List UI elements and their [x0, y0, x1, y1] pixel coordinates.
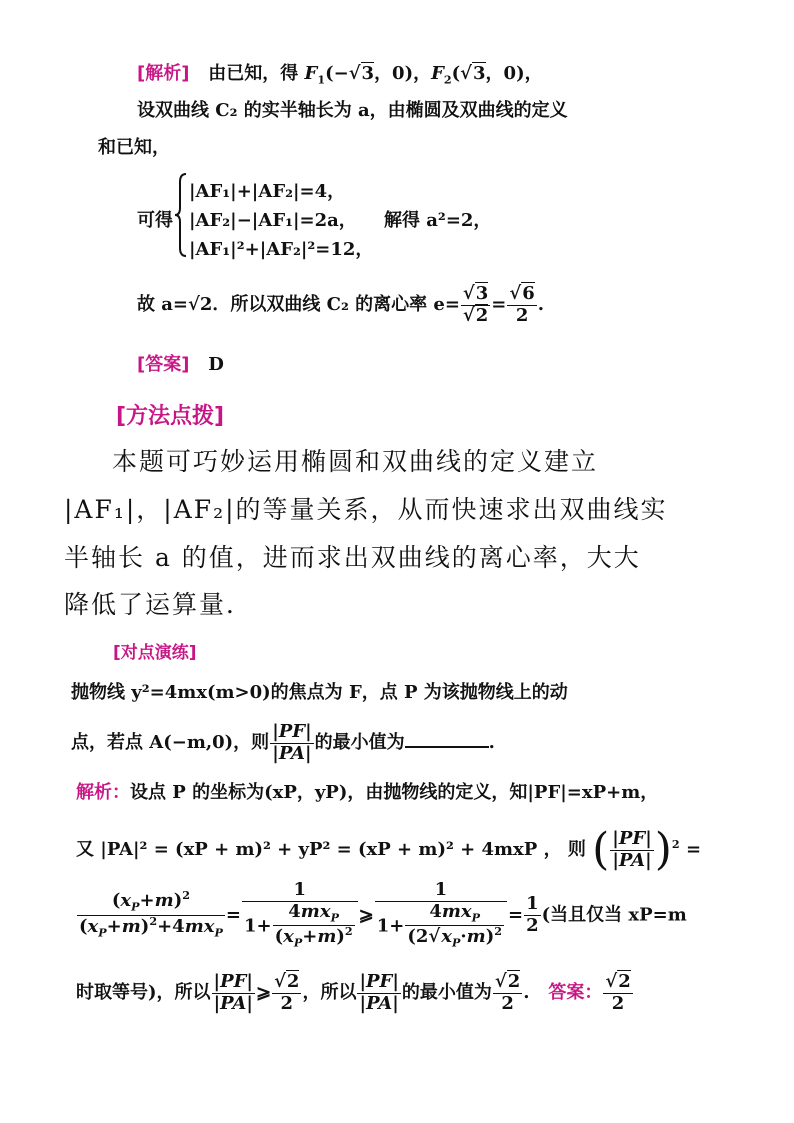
practice-solution-text-4c: 的最小值为: [401, 982, 492, 1004]
practice-analysis-tag: 解析：: [76, 782, 130, 803]
solution-line-2: 设双曲线 C₂ 的实半轴长为 a，由椭圆及双曲线的定义: [137, 100, 568, 121]
practice-solution-text-1: 设点 P 的坐标为(xP，yP)，由抛物线的定义，知|PF|=xP+m，: [130, 782, 659, 803]
practice-solution-text-4a: 时取等号)，所以: [76, 982, 211, 1004]
answer-tag: [答案]: [137, 354, 190, 375]
fraction-one-half: $\frac{1}{2}$: [526, 893, 539, 936]
practice-solution-text-4b: ，所以: [302, 982, 357, 1004]
fraction-pf-pa: $\frac{|PF|}{|PA|}$: [272, 721, 312, 764]
analysis-tag: [解析]: [137, 63, 190, 84]
solution-line-3: 和已知，: [98, 137, 170, 158]
solution-text: 由已知，得: [208, 63, 299, 84]
solution-line-1: [137, 59, 543, 87]
practice-solution-line-4: 时取等号)，所以 $\frac{|PF|}{|PA|}$ ⩾ $\frac{√2}{2}$ ，所以 $\frac{|PF|}{|PA|}$ 的最小值为 $\frac{√2}{2}$ . 答案： $\frac{√2}{2}$: [76, 971, 631, 1014]
method-line-3: 半轴长 a 的值，进而求出双曲线的离心率，大大: [64, 543, 641, 572]
practice-solution-text-3: (当且仅当 xP=m: [541, 904, 687, 926]
answer-blank: [405, 730, 489, 748]
fraction-pf-pa-squared: $\frac{|PF|}{|PA|}$: [612, 827, 652, 871]
practice-solution-line-2: 又 |PA|² = (xP + m)² + yP² = (xP + m)² + 4mxP ， 则 ( $\frac{|PF|}{|PA|}$ )$^2$ =: [76, 824, 702, 875]
jiede-result: 解得 a²=2，: [384, 210, 492, 231]
practice-answer-value: $\frac{√2}{2}$: [605, 971, 631, 1014]
kede-label: 可得: [137, 210, 173, 231]
fraction-main: $\frac{(x_P+m)^2}{(x_P+m)^2+4mx_P}$: [79, 889, 223, 940]
fraction-simplified: 1 1+ $\frac{4mx_P}{(x_P+m)^2}$: [242, 880, 358, 951]
equation-1: |AF₁|+|AF₂|=4，: [189, 181, 346, 202]
practice-solution-text-2: 又 |PA|² = (xP + m)² + yP² = (xP + m)² + 4mxP ， 则: [76, 839, 586, 860]
equation-3: |AF₁|²+|AF₂|²=12，: [189, 239, 374, 260]
eccentricity-text: 故 a=√2．所以双曲线 C₂ 的离心率 e=: [137, 294, 460, 316]
method-line-4: 降低了运算量．: [64, 590, 254, 619]
practice-solution-line-1: [76, 778, 658, 804]
question-text-a: 点，若点 A(−m,0)，则: [71, 732, 270, 754]
question-line-2: 点，若点 A(−m,0)，则 $\frac{|PF|}{|PA|}$ 的最小值为 .: [71, 721, 495, 764]
method-tag: [方法点拨]: [116, 404, 225, 429]
system-brace: [174, 172, 188, 258]
answer-line: [137, 350, 224, 376]
question-text-b: 的最小值为: [314, 732, 405, 754]
question-line-1: 抛物线 y²=4mx(m>0)的焦点为 F，点 P 为该抛物线上的动: [71, 682, 568, 703]
practice-answer-tag: 答案：: [548, 982, 603, 1004]
method-line-1: 本题可巧妙运用椭圆和双曲线的定义建立: [112, 447, 599, 476]
equation-2: |AF₂|−|AF₁|=2a，: [189, 210, 357, 231]
focus-f1: $F_1(-√3$，0)，: [304, 63, 432, 87]
practice-tag: [对点演练]: [113, 643, 197, 663]
fraction-inequality: 1 1+ $\frac{4mx_P}{(2√x_P\cdot m)^2}$: [375, 880, 507, 951]
answer-value: D: [208, 354, 224, 375]
solution-line-5: 故 a=√2．所以双曲线 C₂ 的离心率 e= $\frac{√3}{√2}$ = $\frac{√6}{2}$ .: [137, 283, 545, 326]
fraction-sqrt6-2: $\frac{√6}{2}$: [509, 283, 535, 326]
practice-solution-line-3: $\frac{(x_P+m)^2}{(x_P+m)^2+4mx_P}$ = 1 1+ $\frac{4mx_P}{(x_P+m)^2}$ ⩾ 1 1+ $\frac{4mx_P}{(2√x_P\cdot m)^2}$ = $\frac{1}{2}$ (当且仅当 xP=m: [79, 879, 687, 950]
focus-f2: $F_2(√3$，0)，: [431, 63, 543, 87]
fraction-sqrt3-sqrt2: $\frac{√3}{√2}$: [462, 283, 489, 326]
method-line-2: |AF₁|，|AF₂|的等量关系，从而快速求出双曲线实: [64, 495, 668, 524]
